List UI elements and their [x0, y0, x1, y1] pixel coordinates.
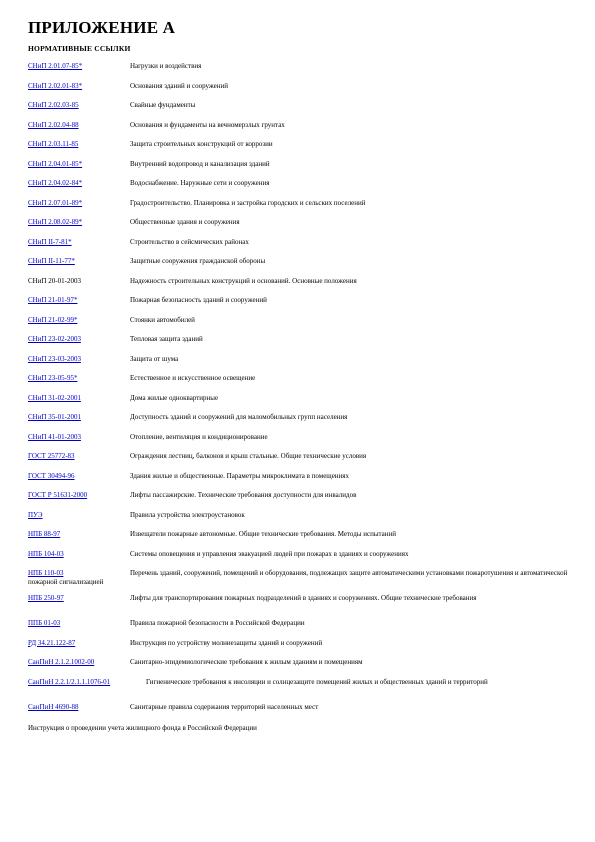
reference-description: Здания жилые и общественные. Параметры микроклимата в помещениях — [130, 471, 350, 480]
reference-row — [28, 472, 568, 492]
reference-row — [28, 199, 568, 219]
reference-row — [28, 703, 568, 723]
reference-row — [28, 296, 568, 316]
reference-row — [28, 619, 568, 639]
reference-code-link[interactable]: СНиП 2.02.01-83* — [28, 81, 83, 90]
reference-code-link[interactable]: СНиП 2.07.01-89* — [28, 198, 83, 207]
reference-row — [28, 413, 568, 433]
reference-description: Надежность строительных конструкций и оснований. Основные положения — [130, 276, 357, 285]
reference-description: Гигиенические требования к инсоляции и солнцезащите помещений жилых и общественных зданий и территорий — [146, 677, 488, 686]
reference-description: Водоснабжение. Наружные сети и сооружения — [130, 179, 270, 187]
reference-description: Дома жилые одноквартирные — [130, 393, 219, 402]
reference-row — [28, 550, 568, 570]
reference-description: Защита строительных конструкций от коррозии — [130, 140, 273, 148]
reference-code-link[interactable]: СНиП 23-02-2003 — [28, 335, 81, 343]
reference-code-link[interactable]: ПУЭ — [28, 510, 43, 519]
page-title: ПРИЛОЖЕНИЕ А — [28, 18, 176, 37]
reference-code-link[interactable]: СНиП 21-01-97* — [28, 296, 78, 304]
reference-code-link[interactable]: СНиП 2.04.01-85* — [28, 159, 83, 168]
reference-row — [28, 121, 568, 141]
reference-row — [28, 433, 568, 453]
reference-row — [28, 238, 568, 258]
reference-row — [28, 82, 568, 102]
reference-description: Внутренний водопровод и канализация зданий — [130, 159, 270, 168]
reference-code-link[interactable]: НПБ 250-97 — [28, 594, 64, 602]
reference-description: Лифты для транспортирования пожарных подразделений в зданиях и сооружениях. Общие технические требования — [130, 594, 477, 602]
reference-row — [28, 257, 568, 277]
reference-code-link[interactable]: ГОСТ 30494-96 — [28, 471, 75, 480]
reference-row — [28, 594, 568, 619]
reference-code-link[interactable]: СНиП 2.04.02-84* — [28, 179, 83, 187]
reference-row — [28, 355, 568, 375]
reference-code-link[interactable]: СНиП 23-05-95* — [28, 374, 78, 382]
reference-description: Общественные здания и сооружения — [130, 218, 240, 226]
reference-code-link[interactable]: СНиП 2.01.07-85* — [28, 62, 83, 70]
reference-description: Стоянки автомобилей — [130, 315, 195, 324]
reference-row — [28, 277, 568, 297]
reference-row — [28, 658, 568, 678]
reference-code-link[interactable]: НПБ 110-03 — [28, 569, 64, 577]
reference-code-link[interactable]: СНиП II-11-77* — [28, 257, 75, 265]
reference-code: СНиП 20-01-2003 — [28, 276, 81, 285]
reference-code-link[interactable]: СНиП 31-02-2001 — [28, 393, 81, 402]
reference-row — [28, 218, 568, 238]
reference-code-link[interactable]: ППБ 01-03 — [28, 619, 61, 627]
section-subtitle: НОРМАТИВНЫЕ ССЫЛКИ — [28, 44, 131, 53]
reference-description: Защита от шума — [130, 354, 179, 363]
reference-description: Правила устройства электроустановок — [130, 510, 245, 519]
reference-row — [28, 160, 568, 180]
reference-description: Градостроительство. Планировка и застройка городских и сельских поселений — [130, 198, 366, 207]
reference-description: Извещатели пожарные автономные. Общие технические требования. Методы испытаний — [130, 530, 397, 538]
reference-description: Санитарно-эпидемиологические требования к жилым зданиям и помещениям — [130, 658, 363, 666]
reference-description: Строительство в сейсмических районах — [130, 237, 249, 246]
document-page — [28, 18, 568, 733]
reference-code-link[interactable]: СНиП 35-01-2001 — [28, 413, 81, 421]
reference-row — [28, 639, 568, 659]
reference-row — [28, 511, 568, 531]
reference-code-link[interactable]: ГОСТ Р 51631-2000 — [28, 491, 88, 499]
reference-row — [28, 452, 568, 472]
reference-row — [28, 394, 568, 414]
reference-description: Доступность зданий и сооружений для маломобильных групп населения — [130, 413, 348, 421]
reference-row — [28, 678, 568, 703]
reference-code-link[interactable]: СНиП 21-02-99* — [28, 315, 78, 324]
reference-description: Свайные фундаменты — [130, 101, 196, 109]
reference-code-link[interactable]: СанПиН 2.2.1/2.1.1.1076-01 — [28, 677, 111, 686]
reference-description: Пожарная безопасность зданий и сооружений — [130, 296, 267, 304]
footer-note: Инструкция о проведении учета жилищного фонда в Российской Федерации — [28, 724, 257, 732]
reference-description: Системы оповещения и управления эвакуацией людей при пожарах в зданиях и сооружениях — [130, 549, 409, 558]
reference-code-link[interactable]: СанПиН 4690-88 — [28, 702, 79, 711]
reference-description: Перечень зданий, сооружений, помещений и оборудования, подлежащих защите автоматическими установками пожаротушения и автоматической пожарной сигнализацией — [28, 569, 568, 586]
reference-description: Отопление, вентиляция и кондиционирование — [130, 432, 268, 441]
reference-code-link[interactable]: РД 34.21.122-87 — [28, 638, 76, 647]
reference-code-link[interactable]: НПБ 104-03 — [28, 549, 64, 558]
reference-description: Естественное и искусственное освещение — [130, 374, 256, 382]
reference-description: Основания зданий и сооружений — [130, 81, 228, 90]
reference-code-link[interactable]: НПБ 88-97 — [28, 530, 61, 538]
reference-description: Нагрузки и воздействия — [130, 62, 202, 70]
reference-code-link[interactable]: СНиП II-7-81* — [28, 237, 72, 246]
reference-row — [28, 62, 568, 82]
reference-description: Санитарные правила содержания территорий населенных мест — [130, 702, 319, 711]
reference-row — [28, 179, 568, 199]
reference-row — [28, 569, 568, 594]
reference-code-link[interactable]: ГОСТ 25772-83 — [28, 452, 75, 460]
reference-description: Защитные сооружения гражданской обороны — [130, 257, 266, 265]
reference-row — [28, 491, 568, 511]
reference-description: Правила пожарной безопасности в Российской Федерации — [130, 619, 305, 627]
reference-code-link[interactable]: СанПиН 2.1.2.1002-00 — [28, 658, 95, 666]
reference-code-link[interactable]: СНиП 23-03-2003 — [28, 354, 81, 363]
reference-row — [28, 530, 568, 550]
reference-code-link[interactable]: СНиП 2.08.02-89* — [28, 218, 83, 226]
reference-description: Основания и фундаменты на вечномерзлых грунтах — [130, 120, 285, 129]
reference-description: Тепловая защита зданий — [130, 335, 203, 343]
reference-code-link[interactable]: СНиП 2.02.04-88 — [28, 120, 79, 129]
reference-row — [28, 335, 568, 355]
reference-list — [28, 62, 568, 722]
reference-row — [28, 374, 568, 394]
reference-description: Ограждения лестниц, балконов и крыш стальные. Общие технические условия — [130, 452, 367, 460]
reference-code-link[interactable]: СНиП 2.03.11-85 — [28, 140, 79, 148]
reference-row — [28, 316, 568, 336]
reference-row — [28, 101, 568, 121]
reference-code-link[interactable]: СНиП 41-01-2003 — [28, 432, 81, 441]
reference-description: Инструкция по устройству молниезащиты зданий и сооружений — [130, 638, 323, 647]
reference-code-link[interactable]: СНиП 2.02.03-85 — [28, 101, 79, 109]
reference-description: Лифты пассажирские. Технические требования доступности для инвалидов — [130, 491, 357, 499]
reference-row — [28, 140, 568, 160]
